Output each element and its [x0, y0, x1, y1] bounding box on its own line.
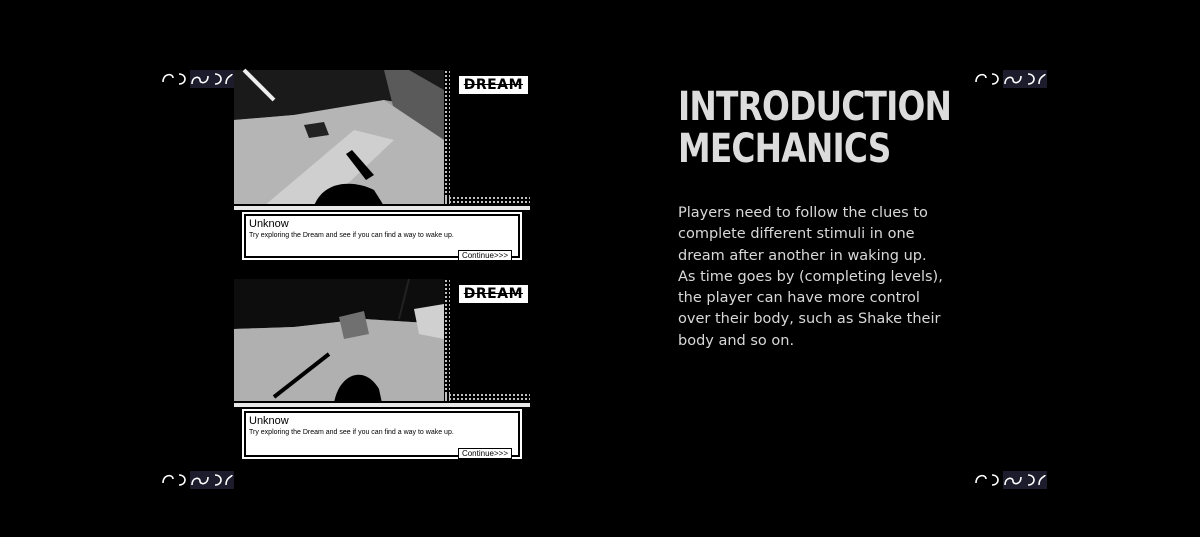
section-description: Players need to follow the clues to complete different stimuli in one dream after another in waking up. As time goes by (completing levels), the player can have more control over their body, such as Shake their body and so on.	[678, 205, 943, 349]
dotted-border	[444, 279, 450, 403]
dream-tag: DREAM	[459, 76, 528, 94]
squiggle-ornament-icon	[160, 70, 234, 88]
dialog-box	[244, 214, 520, 258]
divider	[234, 206, 530, 210]
game-scene-image	[234, 70, 444, 206]
dream-tag: DREAM	[459, 285, 528, 303]
continue-button[interactable]: Continue>>>	[458, 448, 512, 459]
section-title	[678, 86, 951, 170]
dialog-box	[244, 411, 520, 457]
divider	[234, 403, 530, 407]
dialog-message: Try exploring the Dream and see if you can find a way to wake up.	[249, 429, 454, 436]
dialog-area	[234, 401, 530, 458]
dialog-message: Try exploring the Dream and see if you can find a way to wake up.	[249, 232, 454, 239]
title-line-2: MECHANICS	[678, 126, 891, 172]
dotted-border	[444, 393, 530, 401]
title-line-1: INTRODUCTION	[678, 84, 952, 130]
game-screenshot	[234, 70, 530, 260]
squiggle-ornament-icon	[973, 70, 1047, 88]
game-screenshot	[234, 279, 530, 458]
dialog-area	[234, 204, 530, 260]
dialog-speaker-name: Unknow	[249, 218, 289, 230]
dotted-border	[444, 196, 530, 204]
continue-button[interactable]: Continue>>>	[458, 250, 512, 261]
dotted-border	[444, 70, 450, 206]
game-scene-image	[234, 279, 444, 415]
dialog-speaker-name: Unknow	[249, 415, 289, 427]
squiggle-ornament-icon	[973, 471, 1047, 489]
squiggle-ornament-icon	[160, 471, 234, 489]
